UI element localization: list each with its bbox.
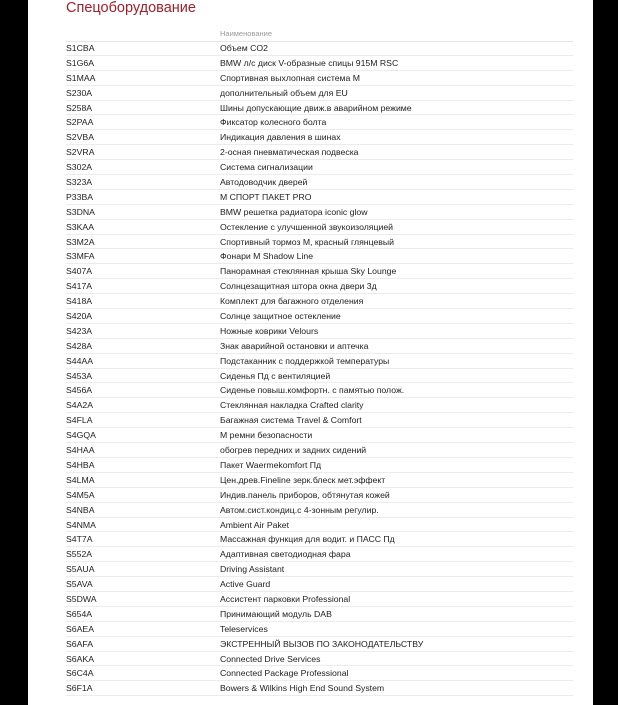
option-code: S258A [66, 102, 93, 113]
option-code: S1CBA [66, 43, 95, 53]
table-row [66, 264, 573, 279]
option-name: Система сигнализации [220, 162, 313, 173]
table-row [66, 190, 573, 205]
table-row [66, 398, 573, 413]
option-code: S4A2A [66, 400, 94, 411]
option-name: Ассистент парковки Professional [220, 593, 351, 604]
option-name: Автом.сист.кондиц.с 4-зонным регулир. [220, 504, 379, 515]
option-code: S3KAA [66, 221, 95, 232]
table-row [66, 56, 573, 71]
table-row [66, 101, 573, 116]
option-code: S6AKA [66, 653, 95, 664]
option-name: 2-осная пневматическая подвеска [220, 147, 359, 158]
option-code: S552A [66, 549, 93, 560]
table-row [66, 130, 573, 145]
table-row [66, 637, 573, 652]
table-row [66, 339, 573, 354]
table-row [66, 175, 573, 190]
option-code: S2PAA [66, 117, 94, 128]
table-row [66, 622, 573, 637]
option-name: Connected Drive Services [220, 653, 321, 664]
table-row [66, 86, 573, 101]
option-name: Ножные коврики Velours [220, 325, 319, 336]
table-row [66, 652, 573, 667]
table-row [66, 383, 573, 398]
option-name: Адаптивная светодиодная фара [220, 549, 351, 560]
table-row [66, 249, 573, 264]
option-name: Индикация давления в шинах [220, 132, 341, 143]
option-code: S230A [66, 87, 93, 98]
table-row [66, 443, 573, 458]
option-name: ЭКСТРЕННЫЙ ВЫЗОВ ПО ЗАКОНОДАТЕЛЬСТВУ [220, 638, 424, 649]
option-code: S4M5A [66, 489, 95, 500]
option-code: S323A [66, 177, 93, 188]
table-row [66, 488, 573, 503]
table-row [66, 577, 573, 592]
column-header-name: Наименование [220, 29, 272, 38]
option-code: S4HBA [66, 459, 95, 470]
option-name: дополнительный объем для EU [220, 87, 348, 98]
table-row [66, 607, 573, 622]
option-name: Знак аварийной остановки и аптечка [220, 340, 369, 351]
option-name: Спортивная выхлопная система M [220, 72, 361, 83]
option-code: S1MAA [66, 72, 96, 83]
option-name: Сиденья Пд с вентиляцией [220, 370, 331, 381]
option-name: Спортивный тормоз M, красный глянцевый [220, 236, 395, 247]
option-name: BMW решетка радиатора iconic glow [220, 206, 368, 217]
option-code: S2VBA [66, 132, 95, 143]
option-name: Массажная функция для водит. и ПАСС Пд [220, 534, 395, 545]
option-name: Шины допускающие движ.в аварийном режиме [220, 102, 412, 113]
table-row [66, 473, 573, 488]
option-code: S302A [66, 162, 93, 173]
equipment-table [66, 41, 573, 696]
table-row [66, 592, 573, 607]
option-code: S5DWA [66, 593, 97, 604]
option-code: S4NBA [66, 504, 95, 515]
option-code: S44AA [66, 355, 94, 366]
option-code: S420A [66, 311, 93, 322]
table-row [66, 503, 573, 518]
option-code: S417A [66, 281, 93, 292]
table-row [66, 71, 573, 86]
option-code: S4NMA [66, 519, 96, 530]
option-name: Сиденье повыш.комфортн. с памятью полож. [220, 385, 405, 396]
option-code: S6F1A [66, 683, 93, 694]
option-name: Солнцезащитная штора окна двери 3д [220, 281, 377, 292]
table-row [66, 324, 573, 339]
table-row [66, 160, 573, 175]
table-row [66, 279, 573, 294]
table-row [66, 115, 573, 130]
option-code: S4FLA [66, 415, 93, 426]
option-name: M ремни безопасности [220, 430, 313, 441]
option-name: Ambient Air Paket [220, 519, 290, 530]
option-name: Active Guard [220, 579, 271, 590]
option-code: S6C4A [66, 668, 94, 679]
option-name: Комплект для багажного отделения [220, 296, 364, 307]
option-code: S4HAA [66, 445, 95, 456]
option-code: S418A [66, 296, 93, 307]
table-row [66, 518, 573, 533]
option-code: S2VRA [66, 147, 95, 158]
option-code: S4T7A [66, 534, 93, 545]
option-name: Индив.панель приборов, обтянутая кожей [220, 489, 390, 500]
option-name: Driving Assistant [220, 564, 285, 575]
section-title: Спецоборудование [66, 0, 196, 16]
option-name: Connected Package Professional [220, 668, 349, 679]
option-name: Цен.древ.Fineline зерк.блеск мет.эффект [220, 474, 386, 485]
option-code: S6AFA [66, 638, 94, 649]
option-code: S4GQA [66, 430, 96, 441]
option-name: Объем CO2 [220, 43, 268, 53]
table-row [66, 369, 573, 384]
table-row [66, 458, 573, 473]
option-code: S4LMA [66, 474, 95, 485]
table-row [66, 413, 573, 428]
option-name: BMW л/с диск V-образные спицы 915M RSC [220, 57, 399, 68]
option-code: S1G6A [66, 57, 95, 68]
table-row [66, 532, 573, 547]
option-name: Автодоводчик дверей [220, 177, 308, 188]
option-code: S3DNA [66, 206, 95, 217]
option-name: Стеклянная накладка Crafted clarity [220, 400, 364, 411]
option-code: S423A [66, 325, 93, 336]
table-row [66, 309, 573, 324]
table-row [66, 235, 573, 250]
option-code: S6AEA [66, 623, 95, 634]
option-code: S3M2A [66, 236, 95, 247]
option-code: S456A [66, 385, 93, 396]
option-name: Панорамная стеклянная крыша Sky Lounge [220, 266, 397, 277]
table-row [66, 41, 573, 56]
option-name: Teleservices [220, 623, 268, 634]
option-code: S428A [66, 340, 93, 351]
option-code: S407A [66, 266, 93, 277]
option-name: обогрев передних и задних сидений [220, 445, 367, 456]
table-row [66, 428, 573, 443]
option-name: Остекление с улучшенной звукоизоляцией [220, 221, 393, 232]
option-code: P33BA [66, 191, 94, 202]
option-name: Фонари M Shadow Line [220, 251, 314, 262]
option-code: S5AUA [66, 564, 95, 575]
option-code: S3MFA [66, 251, 95, 262]
option-name: Принимающий модуль DAB [220, 608, 332, 619]
table-row [66, 145, 573, 160]
table-row [66, 562, 573, 577]
option-name: Солнце защитное остекление [220, 311, 341, 322]
table-row [66, 666, 573, 681]
document-page [28, 0, 593, 705]
table-row [66, 294, 573, 309]
table-row [66, 681, 573, 696]
option-code: S453A [66, 370, 93, 381]
option-name: Пакет Waermekomfort Пд [220, 459, 322, 470]
option-name: Подстаканник с поддержкой температуры [220, 355, 390, 366]
option-name: Фиксатор колесного болта [220, 117, 327, 128]
table-header [66, 27, 573, 42]
table-row [66, 354, 573, 369]
option-code: S654A [66, 608, 93, 619]
table-row [66, 547, 573, 562]
option-name: Багажная система Travel & Comfort [220, 415, 362, 426]
option-code: S5AVA [66, 579, 93, 590]
option-name: M СПОРТ ПАКЕТ PRO [220, 191, 312, 202]
option-name: Bowers & Wilkins High End Sound System [220, 683, 385, 694]
table-row [66, 205, 573, 220]
table-row [66, 220, 573, 235]
